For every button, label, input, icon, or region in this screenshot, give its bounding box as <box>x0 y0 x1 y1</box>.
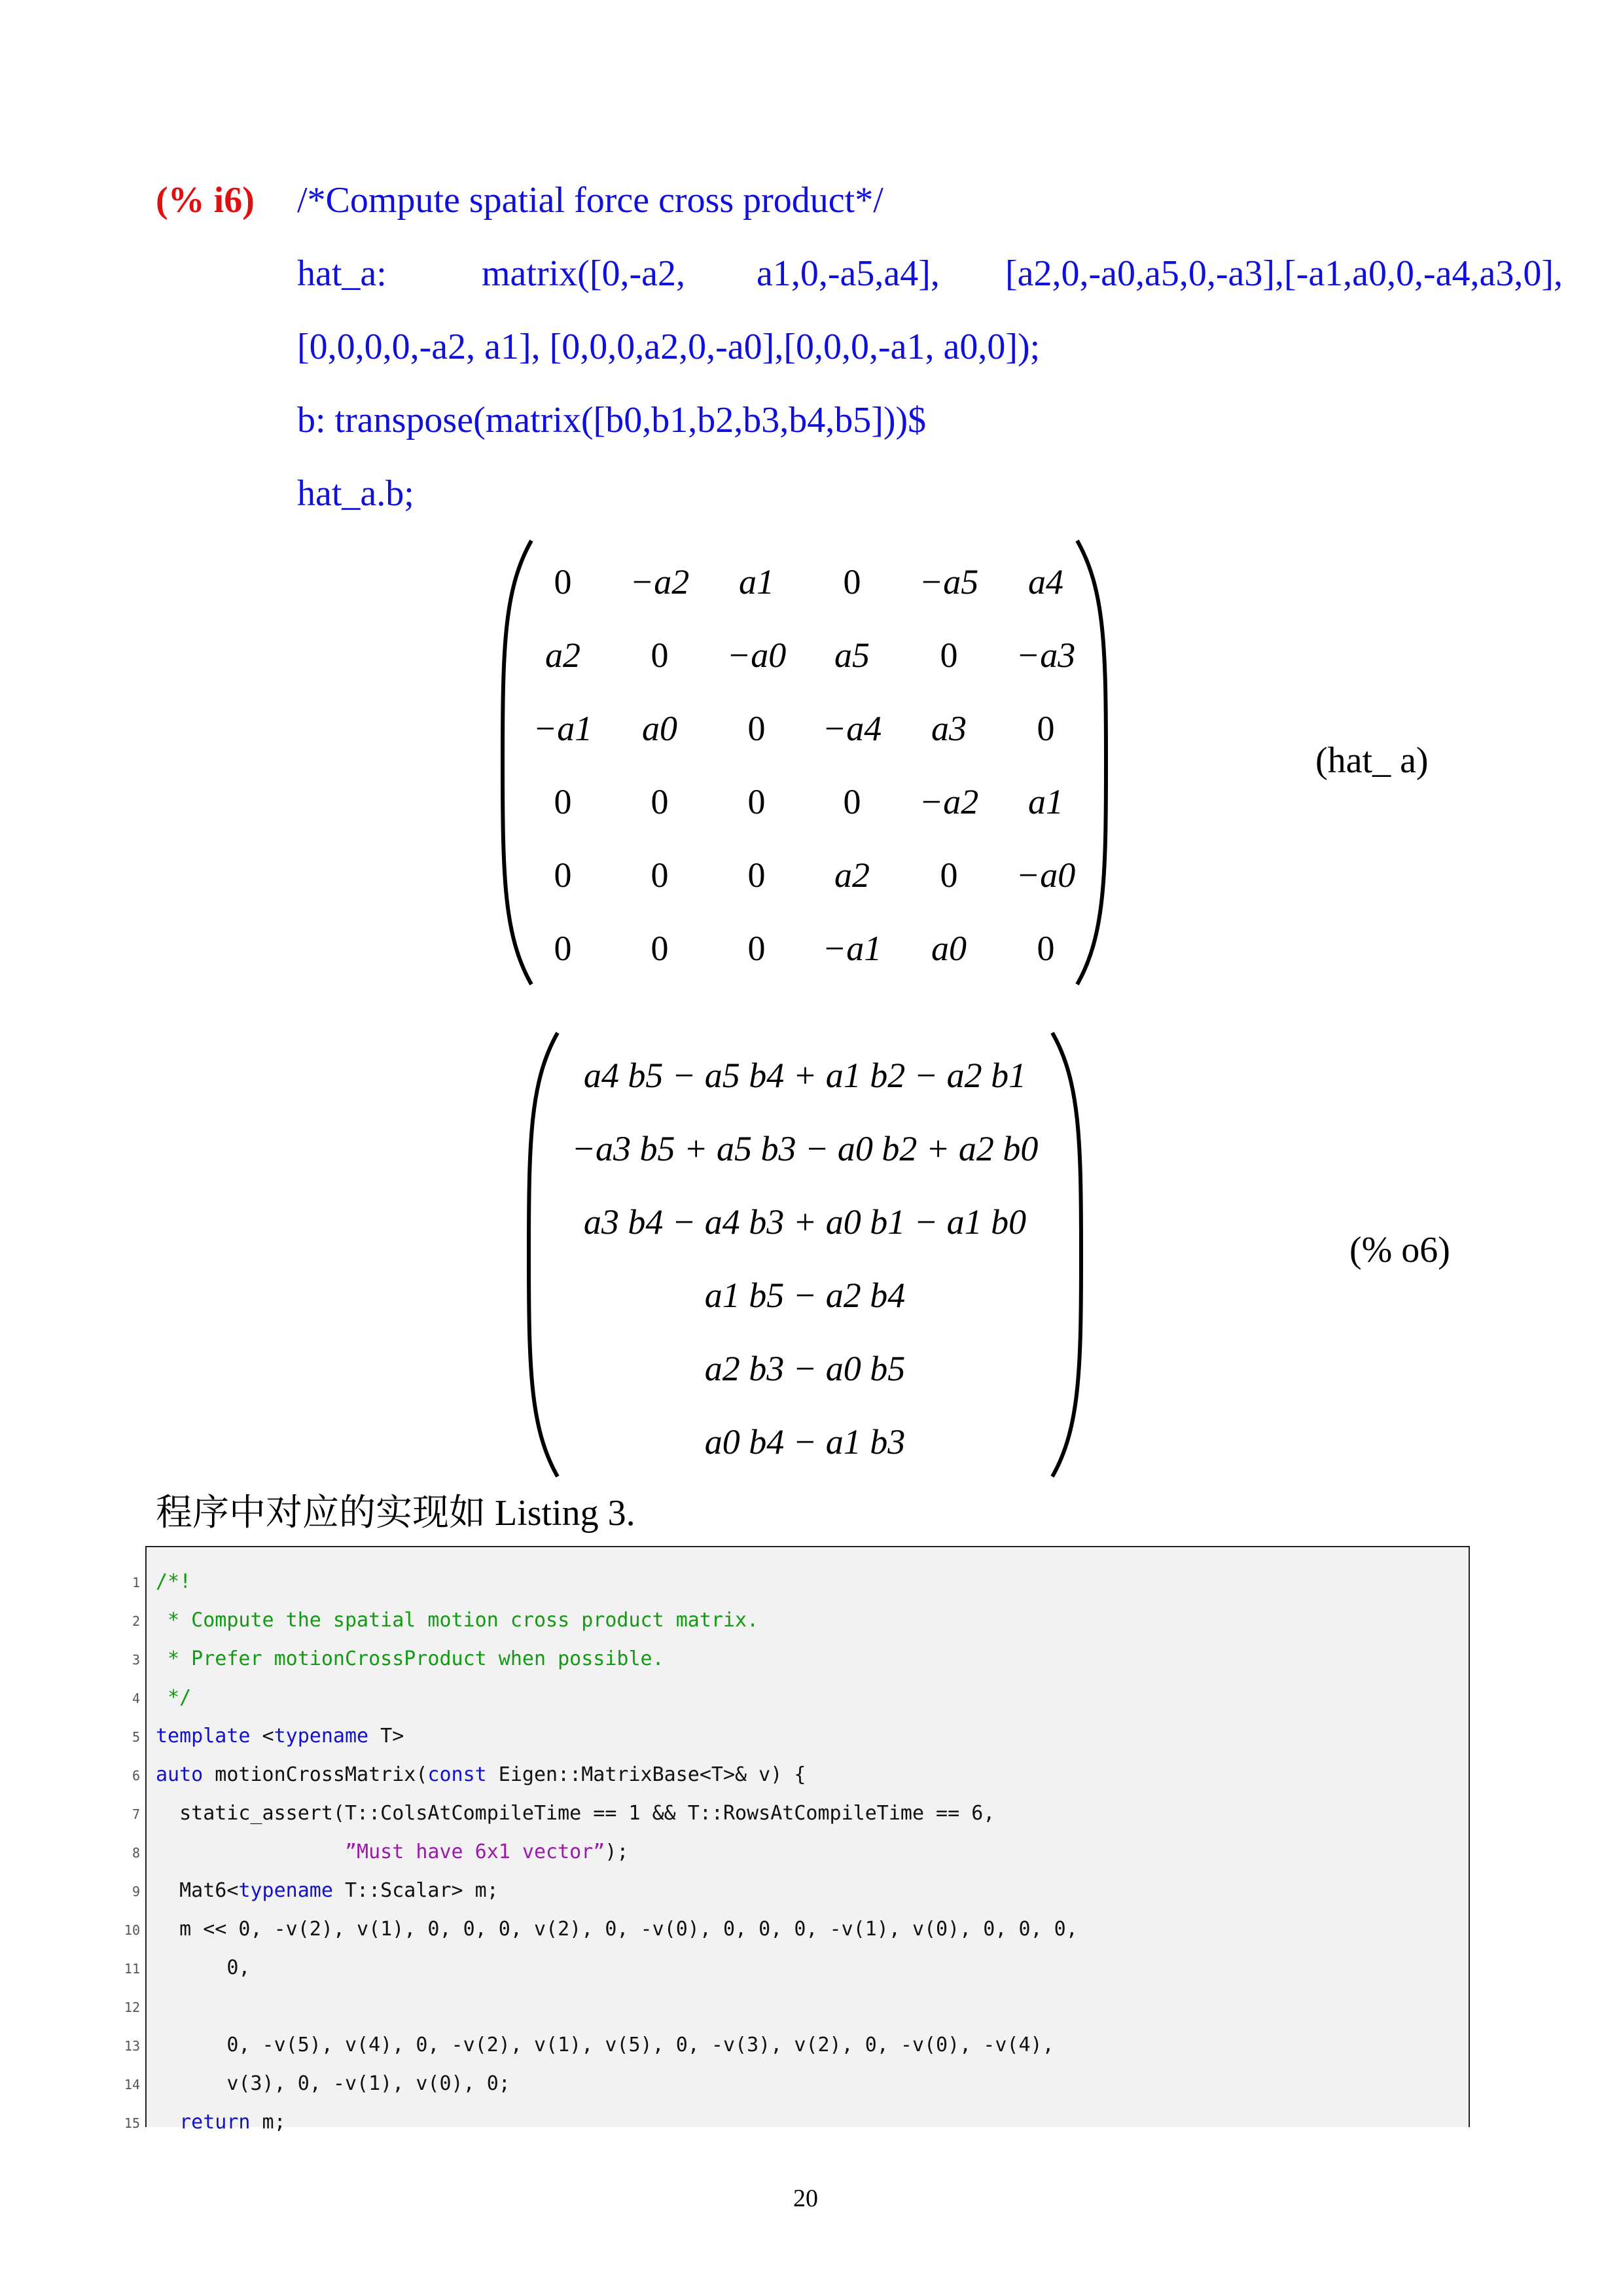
matrix-a-cell: 0 <box>651 636 669 675</box>
line-number: 11 <box>124 1961 140 1977</box>
code-comment: * Prefer motionCrossProduct when possible. <box>156 1647 664 1670</box>
output-label: (% o6) <box>1349 1230 1450 1270</box>
line-number: 9 <box>132 1884 140 1899</box>
code-text: 0, <box>156 1956 251 1979</box>
matrix-a-cell: a3 <box>931 709 967 748</box>
code-text: 0, -v(5), v(4), 0, -v(2), v(1), v(5), 0, -v(3), v(2), 0, -v(0), -v(4), <box>156 2034 1054 2056</box>
code-line <box>156 2074 510 2094</box>
code-line <box>156 2113 286 2132</box>
code-line <box>156 1688 191 1708</box>
code-text: motionCrossMatrix( <box>203 1763 428 1786</box>
code-line <box>156 1804 995 1823</box>
matrix-a-cell: −a0 <box>726 636 787 675</box>
matrix-a-cell: a5 <box>834 636 870 675</box>
code-line <box>156 1727 404 1746</box>
input-label: (% i6) <box>156 180 255 221</box>
matrix-a-cell: 0 <box>651 855 669 895</box>
matrix-a-cell: −a1 <box>533 709 593 748</box>
matrix-a-cell: −a4 <box>822 709 882 748</box>
code-text: Mat6< <box>156 1879 239 1902</box>
page-number: 20 <box>793 2185 818 2212</box>
code-text: static_assert(T::ColsAtCompileTime == 1 && T::RowsAtCompileTime == 6, <box>156 1802 995 1825</box>
input-comment-line: /*Compute spatial force cross product*/ <box>297 180 883 221</box>
matrix-a-cell: 0 <box>747 782 766 821</box>
line-number: 7 <box>132 1806 140 1822</box>
hat-a-rows-2-3: [a2,0,-a0,a5,0,-a3],[-a1,a0,0,-a4,a3,0], <box>1005 253 1563 294</box>
prose-line: 程序中对应的实现如 Listing 3. <box>156 1493 635 1534</box>
line-number: 15 <box>124 2115 140 2131</box>
matrix-a-cell: 0 <box>843 782 861 821</box>
matrix-a-cell: a4 <box>1028 562 1063 601</box>
matrix-a-cell: −a2 <box>919 782 979 821</box>
line-number: 12 <box>124 2000 140 2015</box>
code-keyword: const <box>427 1763 487 1786</box>
code-text: T> <box>368 1725 404 1748</box>
matrix-a-cell: 0 <box>554 855 572 895</box>
line-number: 5 <box>132 1729 140 1745</box>
line-number: 3 <box>132 1652 140 1668</box>
matrix-a-cell: a1 <box>739 562 774 601</box>
line-number: 2 <box>132 1613 140 1629</box>
line-number: 10 <box>124 1922 140 1938</box>
code-text: v(3), 0, -v(1), v(0), 0; <box>156 2072 510 2095</box>
matrix-a-cell: 0 <box>940 636 958 675</box>
code-line <box>156 1649 664 1669</box>
matrix-a-cell: 0 <box>554 929 572 968</box>
matrix-a-cell: a0 <box>642 709 677 748</box>
matrix-a-cell: 0 <box>843 562 861 601</box>
code-line <box>156 1572 191 1592</box>
code-keyword: template <box>156 1725 251 1748</box>
code-text: Eigen::MatrixBase<T>& v) { <box>486 1763 806 1786</box>
code-line <box>156 1881 499 1901</box>
code-line <box>156 1842 628 1862</box>
line-number: 14 <box>124 2077 140 2092</box>
hat-a-row1-tail: a1,0,-a5,a4], <box>757 253 940 294</box>
matrix-a-cell: 0 <box>940 855 958 895</box>
result-row: −a3 b5 + a5 b3 − a0 b2 + a2 b0 <box>571 1129 1039 1168</box>
line-number: 4 <box>132 1691 140 1706</box>
matrix-a-cell: a2 <box>834 855 870 895</box>
code-keyword: return <box>179 2111 251 2134</box>
matrix-a-cell: −a2 <box>630 562 690 601</box>
matrix-a-cell: a0 <box>931 929 967 968</box>
matrix-a-cell: a2 <box>545 636 580 675</box>
code-text: m; <box>250 2111 286 2134</box>
code-comment: /*! <box>156 1570 192 1593</box>
code-text: ); <box>605 1840 629 1863</box>
code-comment: * Compute the spatial motion cross product matrix. <box>156 1609 759 1632</box>
code-line <box>156 1611 758 1630</box>
code-text: < <box>250 1725 274 1748</box>
matrix-a-cell: 0 <box>747 855 766 895</box>
code-text: m << 0, -v(2), v(1), 0, 0, 0, v(2), 0, -v(0), 0, 0, 0, -v(1), v(0), 0, 0, 0, <box>156 1918 1078 1941</box>
code-line <box>156 2036 1054 2055</box>
code-keyword: typename <box>238 1879 333 1902</box>
code-keyword: typename <box>274 1725 369 1748</box>
matrix-a-cell: 0 <box>554 782 572 821</box>
product-line: hat_a.b; <box>297 473 414 514</box>
matrix-a-cell: −a0 <box>1016 855 1076 895</box>
result-row: a3 b4 − a4 b3 + a0 b1 − a1 b0 <box>583 1202 1027 1242</box>
hat-a-assign: hat_a: <box>297 253 387 294</box>
line-number: 1 <box>132 1575 140 1590</box>
code-line <box>156 1765 806 1785</box>
code-keyword: auto <box>156 1763 204 1786</box>
code-string: ”Must have 6x1 vector” <box>156 1840 605 1863</box>
matrix-a-cell: 0 <box>651 782 669 821</box>
result-row: a2 b3 − a0 b5 <box>704 1349 906 1388</box>
line-number: 8 <box>132 1845 140 1861</box>
matrix-a-cell: 0 <box>651 929 669 968</box>
hat-a-rows-4-6: [0,0,0,0,-a2, a1], [0,0,0,a2,0,-a0],[0,0,0,-a1, a0,0]); <box>297 327 1041 367</box>
hat-a-matrix-start: matrix([0,-a2, <box>482 253 685 294</box>
right-paren-b <box>1047 1029 1086 1480</box>
code-text: T::Scalar> m; <box>332 1879 499 1902</box>
matrix-a-cell: 0 <box>747 929 766 968</box>
result-row: a1 b5 − a2 b4 <box>704 1276 906 1315</box>
matrix-a-cell: −a5 <box>919 562 979 601</box>
matrix-a-cell: 0 <box>1037 929 1055 968</box>
b-vector-line: b: transpose(matrix([b0,b1,b2,b3,b4,b5]))$ <box>297 400 927 440</box>
result-row: a4 b5 − a5 b4 + a1 b2 − a2 b1 <box>583 1056 1027 1095</box>
left-paren-b <box>524 1029 563 1480</box>
matrix-a-cell: −a1 <box>822 929 882 968</box>
hat-a-label: (hat_ a) <box>1315 740 1429 781</box>
line-number: 6 <box>132 1768 140 1784</box>
matrix-a-cell: 0 <box>1037 709 1055 748</box>
matrix-a-cell: −a3 <box>1016 636 1076 675</box>
code-line <box>156 1920 1078 1939</box>
matrix-a-cell: 0 <box>747 709 766 748</box>
code-line <box>156 1958 251 1978</box>
matrix-a-cell: a1 <box>1028 782 1063 821</box>
matrix-a-cell: 0 <box>554 562 572 601</box>
code-comment: */ <box>156 1686 192 1709</box>
code-text <box>156 2111 179 2134</box>
line-number: 13 <box>124 2038 140 2054</box>
result-row: a0 b4 − a1 b3 <box>704 1422 906 1462</box>
